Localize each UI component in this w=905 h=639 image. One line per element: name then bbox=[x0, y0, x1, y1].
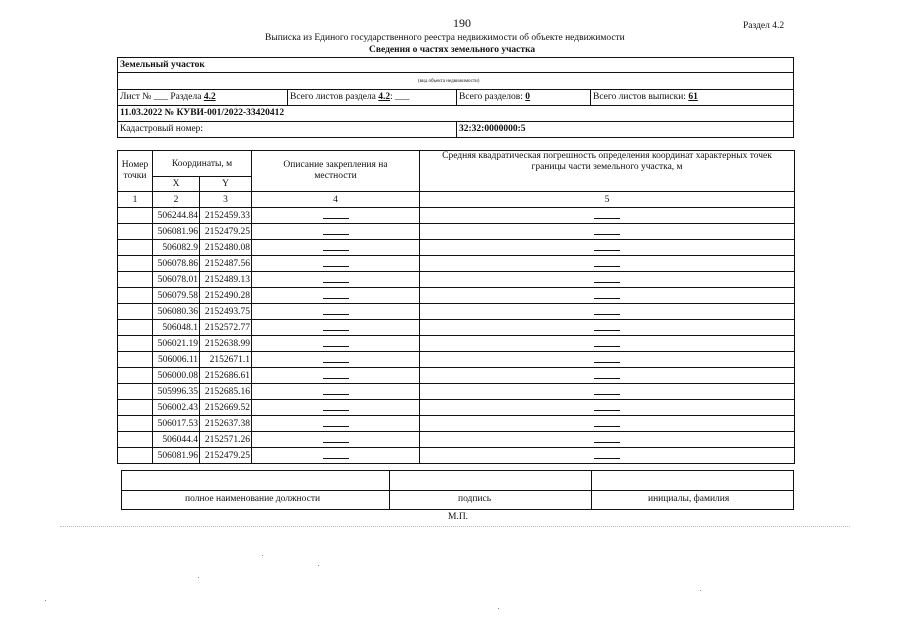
blank-dash bbox=[594, 402, 620, 411]
blank-dash bbox=[594, 354, 620, 363]
x-cell: 505996.35 bbox=[153, 384, 200, 400]
blank-dash bbox=[594, 434, 620, 443]
x-cell: 506081.96 bbox=[153, 224, 200, 240]
blank-dash bbox=[594, 242, 620, 251]
x-cell: 506078.01 bbox=[153, 272, 200, 288]
x-cell: 506002.43 bbox=[153, 400, 200, 416]
blank-dash bbox=[323, 258, 349, 267]
initials-label: инициалы, фамилия bbox=[648, 494, 730, 504]
table-row bbox=[118, 272, 795, 288]
scan-dotted-line bbox=[60, 526, 850, 527]
description-cell bbox=[252, 432, 420, 448]
blank-dash bbox=[323, 402, 349, 411]
point-number-cell bbox=[118, 272, 153, 288]
x-cell: 506006.11 bbox=[153, 352, 200, 368]
header-coordinates: Координаты, м bbox=[153, 151, 252, 177]
total-sheets-section-field: Всего листов раздела 4.2: ___ bbox=[290, 92, 410, 102]
y-cell: 2152490.28 bbox=[200, 288, 252, 304]
total-sheets-extract-field bbox=[593, 92, 698, 102]
point-number-cell bbox=[118, 240, 153, 256]
blank-dash bbox=[323, 370, 349, 379]
x-cell: 506048.1 bbox=[153, 320, 200, 336]
x-cell: 506044.4 bbox=[153, 432, 200, 448]
error-cell bbox=[420, 352, 795, 368]
error-cell bbox=[420, 256, 795, 272]
blank-dash bbox=[323, 274, 349, 283]
y-cell: 2152571.26 bbox=[200, 432, 252, 448]
description-cell bbox=[252, 256, 420, 272]
total-sections-value: 0 bbox=[525, 92, 531, 102]
y-cell: 2152686.61 bbox=[200, 368, 252, 384]
column-number: 1 bbox=[118, 192, 153, 208]
y-cell: 2152479.25 bbox=[200, 448, 252, 464]
error-cell bbox=[420, 400, 795, 416]
blank-dash bbox=[594, 210, 620, 219]
blank-dash bbox=[323, 338, 349, 347]
header-y: Y bbox=[200, 177, 252, 192]
blank-dash bbox=[323, 434, 349, 443]
point-number-cell bbox=[118, 256, 153, 272]
blank-dash bbox=[323, 354, 349, 363]
blank-dash bbox=[323, 242, 349, 251]
y-cell: 2152685.16 bbox=[200, 384, 252, 400]
error-cell bbox=[420, 288, 795, 304]
y-cell: 2152493.75 bbox=[200, 304, 252, 320]
table-row bbox=[118, 336, 795, 352]
description-cell bbox=[252, 288, 420, 304]
cadastral-number: 32:32:0000000:5 bbox=[459, 124, 526, 134]
error-cell bbox=[420, 448, 795, 464]
document-subtitle: Сведения о частях земельного участка bbox=[369, 45, 536, 55]
y-cell: 2152669.52 bbox=[200, 400, 252, 416]
blank-dash bbox=[594, 370, 620, 379]
x-cell: 506082.9 bbox=[153, 240, 200, 256]
description-cell bbox=[252, 304, 420, 320]
stamp-label: М.П. bbox=[448, 512, 469, 522]
x-cell: 506078.86 bbox=[153, 256, 200, 272]
point-number-cell bbox=[118, 208, 153, 224]
error-cell bbox=[420, 208, 795, 224]
x-cell: 506017.53 bbox=[153, 416, 200, 432]
blank-dash bbox=[323, 418, 349, 427]
point-number-cell bbox=[118, 400, 153, 416]
x-cell: 506244.84 bbox=[153, 208, 200, 224]
section-of-sheet-value: 4.2 bbox=[203, 92, 216, 102]
sheet-number-field bbox=[120, 92, 216, 102]
description-cell bbox=[252, 240, 420, 256]
error-cell bbox=[420, 416, 795, 432]
point-number-cell bbox=[118, 288, 153, 304]
error-cell bbox=[420, 304, 795, 320]
blank-dash bbox=[323, 386, 349, 395]
column-number: 2 bbox=[153, 192, 200, 208]
table-row bbox=[118, 240, 795, 256]
document-title: Выписка из Единого государственного реестра недвижимости об объекте недвижимости bbox=[265, 33, 625, 43]
total-sheets-extract-label: Всего листов выписки: bbox=[593, 92, 686, 102]
error-cell bbox=[420, 320, 795, 336]
coordinates-table bbox=[117, 150, 795, 464]
point-number-cell bbox=[118, 320, 153, 336]
error-cell bbox=[420, 240, 795, 256]
total-sections-field bbox=[459, 92, 530, 102]
y-cell: 2152487.56 bbox=[200, 256, 252, 272]
blank-dash bbox=[594, 274, 620, 283]
blank-dash bbox=[594, 450, 620, 459]
description-cell bbox=[252, 272, 420, 288]
x-cell: 506021.19 bbox=[153, 336, 200, 352]
section-of-sheet-label: Раздела bbox=[170, 92, 202, 102]
point-number-cell bbox=[118, 448, 153, 464]
object-caption: (вид объекта недвижимости) bbox=[418, 79, 480, 84]
page-number: 190 bbox=[453, 16, 471, 30]
table-row bbox=[118, 400, 795, 416]
y-cell: 2152479.25 bbox=[200, 224, 252, 240]
blank-dash bbox=[594, 306, 620, 315]
y-cell: 2152480.08 bbox=[200, 240, 252, 256]
blank-dash bbox=[594, 386, 620, 395]
blank-dash bbox=[323, 306, 349, 315]
blank-dash bbox=[594, 338, 620, 347]
description-cell bbox=[252, 224, 420, 240]
table-row bbox=[118, 368, 795, 384]
point-number-cell bbox=[118, 368, 153, 384]
point-number-cell bbox=[118, 416, 153, 432]
signature-label: подпись bbox=[458, 494, 492, 504]
column-number: 4 bbox=[252, 192, 420, 208]
x-cell: 506081.96 bbox=[153, 448, 200, 464]
description-cell bbox=[252, 416, 420, 432]
blank-dash bbox=[323, 322, 349, 331]
error-cell bbox=[420, 384, 795, 400]
sheet-number-value: ___ bbox=[153, 92, 168, 102]
y-cell: 2152489.13 bbox=[200, 272, 252, 288]
description-cell bbox=[252, 208, 420, 224]
table-row bbox=[118, 416, 795, 432]
point-number-cell bbox=[118, 224, 153, 240]
table-row bbox=[118, 432, 795, 448]
description-cell bbox=[252, 448, 420, 464]
y-cell: 2152638.99 bbox=[200, 336, 252, 352]
blank-dash bbox=[323, 226, 349, 235]
blank-dash bbox=[594, 226, 620, 235]
error-cell bbox=[420, 368, 795, 384]
position-label: полное наименование должности bbox=[185, 494, 321, 504]
y-cell: 2152637.38 bbox=[200, 416, 252, 432]
sheet-number-label: Лист № bbox=[120, 92, 152, 102]
header-point-number: Номер точки bbox=[118, 151, 153, 192]
point-number-cell bbox=[118, 304, 153, 320]
x-cell: 506079.58 bbox=[153, 288, 200, 304]
column-number: 3 bbox=[200, 192, 252, 208]
column-number: 5 bbox=[420, 192, 795, 208]
blank-dash bbox=[323, 210, 349, 219]
x-cell: 506080.36 bbox=[153, 304, 200, 320]
header-description: Описание закрепления на местности bbox=[252, 151, 420, 192]
description-cell bbox=[252, 368, 420, 384]
x-cell: 506000.08 bbox=[153, 368, 200, 384]
blank-dash bbox=[594, 290, 620, 299]
y-cell: 2152671.1 bbox=[200, 352, 252, 368]
total-sheets-section-value: 4.2 bbox=[378, 92, 391, 102]
description-cell bbox=[252, 320, 420, 336]
table-row bbox=[118, 320, 795, 336]
description-cell bbox=[252, 336, 420, 352]
table-row bbox=[118, 288, 795, 304]
blank-dash bbox=[594, 418, 620, 427]
table-row bbox=[118, 304, 795, 320]
object-type: Земельный участок bbox=[120, 60, 205, 70]
blank-dash bbox=[323, 290, 349, 299]
table-row bbox=[118, 256, 795, 272]
error-cell bbox=[420, 272, 795, 288]
table-row bbox=[118, 384, 795, 400]
total-sheets-extract-value: 61 bbox=[688, 92, 698, 102]
y-cell: 2152572.77 bbox=[200, 320, 252, 336]
point-number-cell bbox=[118, 384, 153, 400]
blank-dash bbox=[594, 322, 620, 331]
section-label: Раздел 4.2 bbox=[743, 21, 785, 31]
total-sheets-section-label: Всего листов раздела bbox=[290, 92, 376, 102]
error-cell bbox=[420, 224, 795, 240]
cadastral-label: Кадастровый номер: bbox=[120, 124, 204, 134]
header-x: X bbox=[153, 177, 200, 192]
document-id: 11.03.2022 № КУВИ-001/2022-33420412 bbox=[120, 108, 285, 118]
point-number-cell bbox=[118, 352, 153, 368]
blank-dash bbox=[594, 258, 620, 267]
error-cell bbox=[420, 336, 795, 352]
error-cell bbox=[420, 432, 795, 448]
total-sheets-section-blank: ___ bbox=[395, 92, 410, 102]
header-error: Средняя квадратическая погрешность определения координат характерных точек границы части земельного участка, м bbox=[420, 151, 795, 192]
point-number-cell bbox=[118, 432, 153, 448]
table-row bbox=[118, 448, 795, 464]
description-cell bbox=[252, 352, 420, 368]
blank-dash bbox=[323, 450, 349, 459]
total-sections-label: Всего разделов: bbox=[459, 92, 523, 102]
table-row bbox=[118, 352, 795, 368]
point-number-cell bbox=[118, 336, 153, 352]
y-cell: 2152459.33 bbox=[200, 208, 252, 224]
table-row bbox=[118, 208, 795, 224]
description-cell bbox=[252, 384, 420, 400]
table-row bbox=[118, 224, 795, 240]
description-cell bbox=[252, 400, 420, 416]
